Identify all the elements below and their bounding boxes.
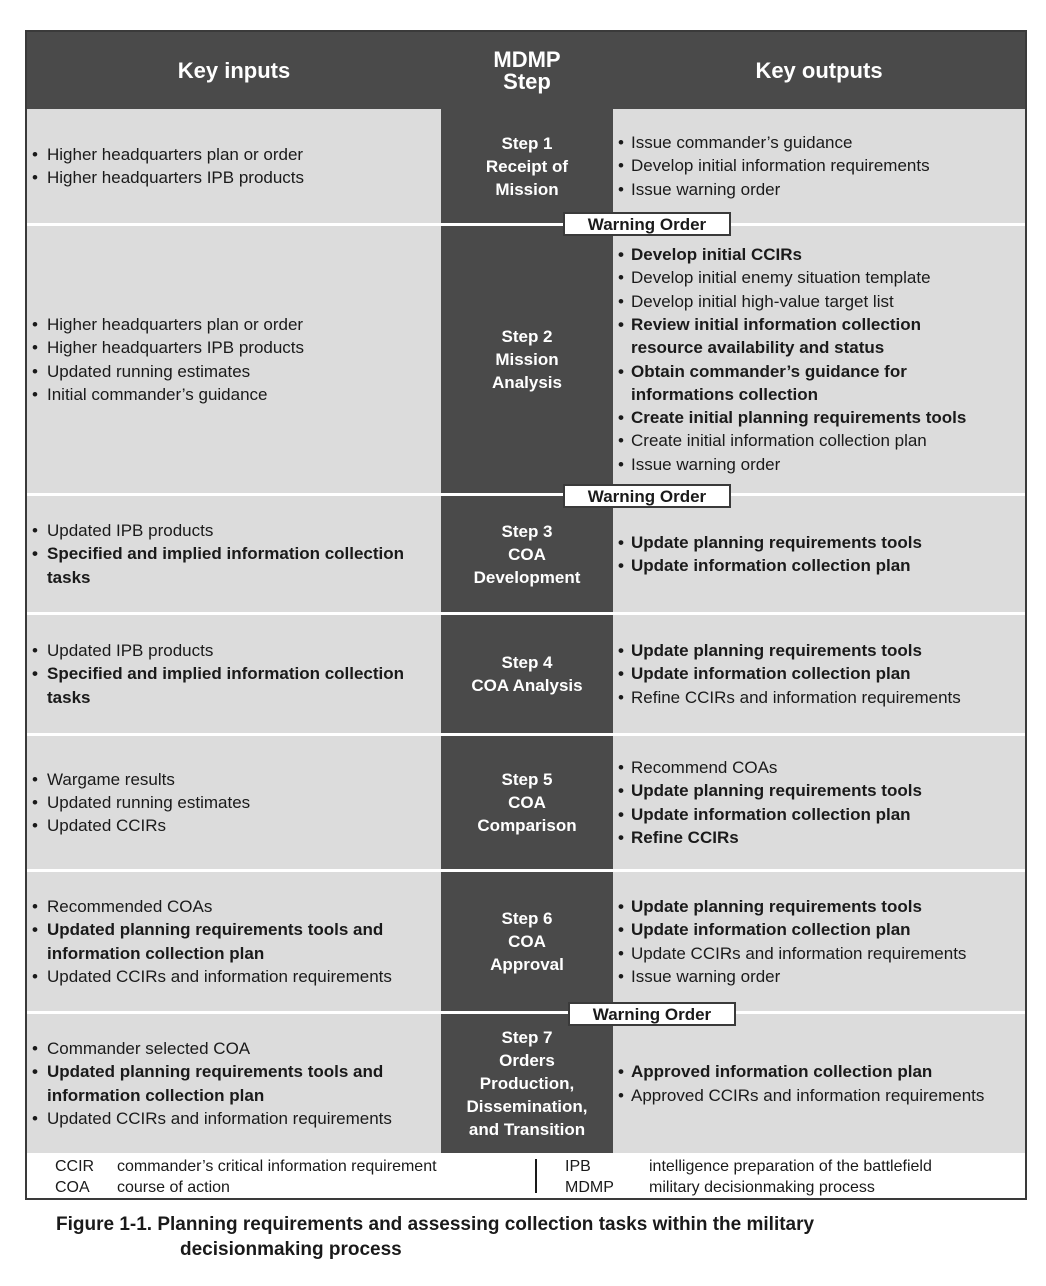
key-inputs-cell xyxy=(27,1014,441,1153)
step-label-line: and Transition xyxy=(468,1120,586,1139)
row-separator xyxy=(27,223,1025,226)
legend-abbr: MDMP xyxy=(565,1179,614,1196)
output-item: • Review initial information collection resource availability and status xyxy=(613,313,1025,360)
step-label-line: Development xyxy=(473,567,581,587)
step-row xyxy=(27,615,1025,733)
key-outputs-list xyxy=(613,131,1025,201)
output-item: • Update information collection plan xyxy=(613,803,1025,826)
step-label-line: Step 5 xyxy=(501,770,553,789)
key-outputs-list xyxy=(613,639,1025,709)
output-item: • Issue commander’s guidance xyxy=(613,131,1025,154)
legend-abbr: CCIR xyxy=(55,1158,95,1175)
output-item: • Update planning requirements tools xyxy=(613,779,1025,802)
step-label-line: Production, xyxy=(479,1074,575,1093)
key-inputs-cell xyxy=(27,226,441,493)
row-separator xyxy=(27,612,1025,615)
header-mdmp-line1: MDMP xyxy=(493,46,561,72)
step-label-line: Step 3 xyxy=(501,521,553,541)
input-item: • Higher headquarters IPB products xyxy=(27,166,441,189)
abbreviation-legend xyxy=(27,1153,1025,1198)
row-separator xyxy=(27,869,1025,872)
step-row xyxy=(27,736,1025,869)
caption-line-2: decisionmaking process xyxy=(180,1239,402,1260)
input-item: • Wargame results xyxy=(27,768,441,791)
key-inputs-list xyxy=(27,519,441,589)
mdmp-step-cell xyxy=(441,872,613,1011)
step-row xyxy=(27,226,1025,493)
output-item: • Update planning requirements tools xyxy=(613,639,1025,662)
mdmp-step-cell xyxy=(441,1014,613,1153)
output-item: • Update planning requirements tools xyxy=(613,531,1025,554)
header-key-outputs: Key outputs xyxy=(755,57,883,83)
output-item: • Update planning requirements tools xyxy=(613,895,1025,918)
mdmp-step-cell xyxy=(441,496,613,612)
key-inputs-list xyxy=(27,1037,441,1130)
mdmp-step-cell xyxy=(441,226,613,493)
output-item: • Approved information collection plan xyxy=(613,1060,1025,1083)
step-row xyxy=(27,109,1025,223)
mdmp-step-cell xyxy=(441,615,613,733)
header-mdmp-line2: Step xyxy=(503,68,551,94)
step-row xyxy=(27,1014,1025,1153)
key-outputs-cell xyxy=(613,1014,1025,1153)
input-item: • Updated planning requirements tools and information collection plan xyxy=(27,1060,441,1107)
key-outputs-cell xyxy=(613,496,1025,612)
input-item: • Higher headquarters IPB products xyxy=(27,336,441,359)
legend-abbr: COA xyxy=(55,1179,90,1196)
key-inputs-list xyxy=(27,313,441,406)
legend-definition: intelligence preparation of the battlefield xyxy=(649,1158,932,1175)
header-mdmp-step xyxy=(441,32,613,109)
key-outputs-list xyxy=(613,895,1025,988)
key-inputs-cell xyxy=(27,615,441,733)
key-inputs-cell xyxy=(27,109,441,223)
input-item: • Recommended COAs xyxy=(27,895,441,918)
row-separator xyxy=(27,493,1025,496)
key-inputs-cell xyxy=(27,496,441,612)
key-outputs-cell xyxy=(613,615,1025,733)
step-label-line: COA xyxy=(508,544,546,564)
key-inputs-cell xyxy=(27,736,441,869)
key-outputs-cell xyxy=(613,226,1025,493)
input-item: • Specified and implied information collection tasks xyxy=(27,662,441,709)
output-item: • Update CCIRs and information requirements xyxy=(613,942,1025,965)
output-item: • Update information collection plan xyxy=(613,554,1025,577)
warning-order-label: Warning Order xyxy=(568,1002,736,1026)
input-item: • Updated CCIRs and information requirements xyxy=(27,965,441,988)
key-outputs-cell xyxy=(613,736,1025,869)
output-item: • Develop initial high-value target list xyxy=(613,290,1025,313)
step-row xyxy=(27,496,1025,612)
output-item: • Update information collection plan xyxy=(613,662,1025,685)
step-label-line: Approval xyxy=(490,955,564,974)
step-label-line: Mission xyxy=(495,350,559,369)
step-label-line: Step 2 xyxy=(501,327,553,346)
row-separator xyxy=(27,1011,1025,1014)
step-label-line: Analysis xyxy=(492,373,562,392)
key-outputs-cell xyxy=(613,872,1025,1011)
output-item: • Refine CCIRs xyxy=(613,826,1025,849)
output-item: • Update information collection plan xyxy=(613,918,1025,941)
output-item: • Develop initial enemy situation template xyxy=(613,266,1025,289)
mdmp-step-cell xyxy=(441,109,613,223)
output-item: • Develop initial information requirements xyxy=(613,154,1025,177)
step-label-line: Mission xyxy=(495,179,559,199)
input-item: • Specified and implied information collection tasks xyxy=(27,542,441,589)
input-item: • Updated IPB products xyxy=(27,519,441,542)
step-label-line: Step 4 xyxy=(501,653,553,672)
step-label-line: Receipt of xyxy=(485,156,569,176)
key-outputs-list xyxy=(613,531,1025,578)
key-outputs-cell xyxy=(613,109,1025,223)
step-label-line: Orders xyxy=(499,1051,555,1070)
row-separator xyxy=(27,733,1025,736)
output-item: • Issue warning order xyxy=(613,453,1025,476)
step-label-line: COA xyxy=(508,932,546,951)
warning-order-label: Warning Order xyxy=(563,484,731,508)
mdmp-step-cell xyxy=(441,736,613,869)
output-item: • Refine CCIRs and information requirements xyxy=(613,686,1025,709)
input-item: • Commander selected COA xyxy=(27,1037,441,1060)
input-item: • Higher headquarters plan or order xyxy=(27,313,441,336)
input-item: • Updated running estimates xyxy=(27,791,441,814)
legend-divider xyxy=(535,1159,537,1193)
key-inputs-list xyxy=(27,895,441,988)
input-item: • Initial commander’s guidance xyxy=(27,383,441,406)
step-label-line: Comparison xyxy=(477,816,577,835)
step-label-line: Step 1 xyxy=(501,133,553,153)
legend-abbr: IPB xyxy=(565,1158,591,1175)
input-item: • Higher headquarters plan or order xyxy=(27,143,441,166)
step-label-line: COA Analysis xyxy=(471,676,583,695)
step-label-line: Step 7 xyxy=(501,1028,553,1047)
output-item: • Obtain commander’s guidance for informations collection xyxy=(613,360,1025,407)
table-header xyxy=(27,32,1025,109)
mdmp-figure xyxy=(25,30,1027,1200)
output-item: • Create initial planning requirements tools xyxy=(613,406,1025,429)
input-item: • Updated IPB products xyxy=(27,639,441,662)
key-inputs-list xyxy=(27,639,441,709)
output-item: • Issue warning order xyxy=(613,178,1025,201)
step-label-line: Step 6 xyxy=(501,909,553,928)
input-item: • Updated running estimates xyxy=(27,360,441,383)
key-inputs-cell xyxy=(27,872,441,1011)
output-item: • Issue warning order xyxy=(613,965,1025,988)
step-label-line: Dissemination, xyxy=(466,1097,588,1116)
output-item: • Approved CCIRs and information requirements xyxy=(613,1084,1025,1107)
output-item: • Recommend COAs xyxy=(613,756,1025,779)
key-outputs-list xyxy=(613,1060,1025,1107)
caption-line-1: Figure 1-1. Planning requirements and assessing collection tasks within the military xyxy=(56,1214,815,1235)
step-label-line: COA xyxy=(508,793,546,812)
legend-definition: military decisionmaking process xyxy=(649,1179,875,1196)
header-key-inputs: Key inputs xyxy=(177,57,291,83)
input-item: • Updated planning requirements tools and information collection plan xyxy=(27,918,441,965)
key-outputs-list xyxy=(613,756,1025,849)
input-item: • Updated CCIRs xyxy=(27,814,441,837)
step-row xyxy=(27,872,1025,1011)
key-inputs-list xyxy=(27,768,441,838)
legend-definition: course of action xyxy=(117,1179,230,1196)
key-inputs-list xyxy=(27,143,441,190)
key-outputs-list xyxy=(613,243,1025,476)
legend-definition: commander’s critical information requirement xyxy=(117,1158,437,1175)
output-item: • Create initial information collection plan xyxy=(613,429,1025,452)
input-item: • Updated CCIRs and information requirements xyxy=(27,1107,441,1130)
warning-order-label: Warning Order xyxy=(563,212,731,236)
output-item: • Develop initial CCIRs xyxy=(613,243,1025,266)
